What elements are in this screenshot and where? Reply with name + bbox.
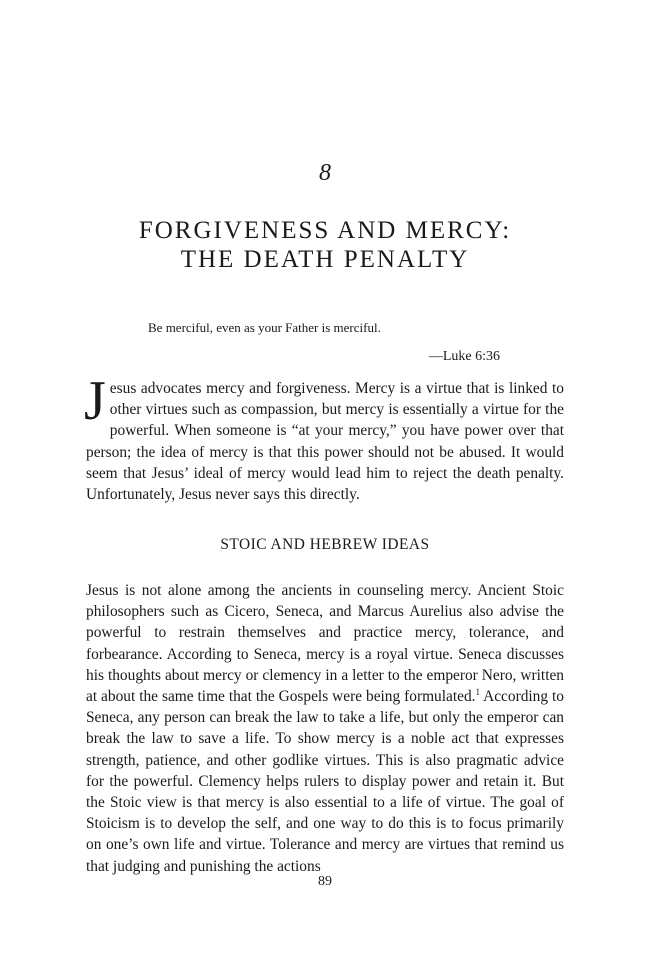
section-heading: STOIC AND HEBREW IDEAS <box>220 536 430 553</box>
epigraph-quote: Be merciful, even as your Father is merciful. <box>148 320 381 335</box>
section-text-part-1: Jesus is not alone among the ancients in counseling mercy. Ancient Stoic philosophers such as Cicero, Seneca, and Marcus Aurelius also advise the powerful to restrain themselves and practice mercy, tolerance, and forbearance. According to Seneca, mercy is a royal virtue. Seneca discusses his thoughts about mercy or clemency in a letter to the emperor Nero, written at about the same time that the Gospels were being formulated. <box>86 582 564 706</box>
intro-text: esus advocates mercy and forgiveness. Mercy is a virtue that is linked to other virtues such as compassion, but mercy is essentially a virtue for the powerful. When someone is “at your mercy,” you have power over that person; the idea of mercy is that this power should not be abused. It would seem that Jesus’ ideal of mercy would lead him to reject the death penalty. Unfortunately, Jesus never says this directly. <box>86 380 564 504</box>
epigraph-source: —Luke 6:36 <box>428 349 500 364</box>
section-paragraph <box>86 580 564 877</box>
section-text-part-2: According to Seneca, any person can break the law to take a life, but only the emperor can break the law to save a life. To show mercy is a noble act that expresses strength, patience, and other godlike virtues. This is also pragmatic advice for the powerful. Clemency helps rulers to display power and retain it. But the Stoic view is that mercy is also essential to a life of virtue. The goal of Stoicism is to develop the self, and one way to do this is to focus primarily on one’s own life and virtue. Tolerance and mercy are virtues that remind us that judging and punishing the actions <box>86 688 564 875</box>
chapter-title <box>0 216 650 274</box>
drop-cap: J <box>84 370 106 432</box>
chapter-number: 8 <box>319 160 331 186</box>
chapter-title-line-2: THE DEATH PENALTY <box>180 246 470 273</box>
page-number: 89 <box>318 874 332 889</box>
chapter-title-line-1: FORGIVENESS AND MERCY: <box>138 217 512 244</box>
footnote-marker[interactable]: 1 <box>475 686 481 697</box>
intro-paragraph <box>84 370 564 505</box>
